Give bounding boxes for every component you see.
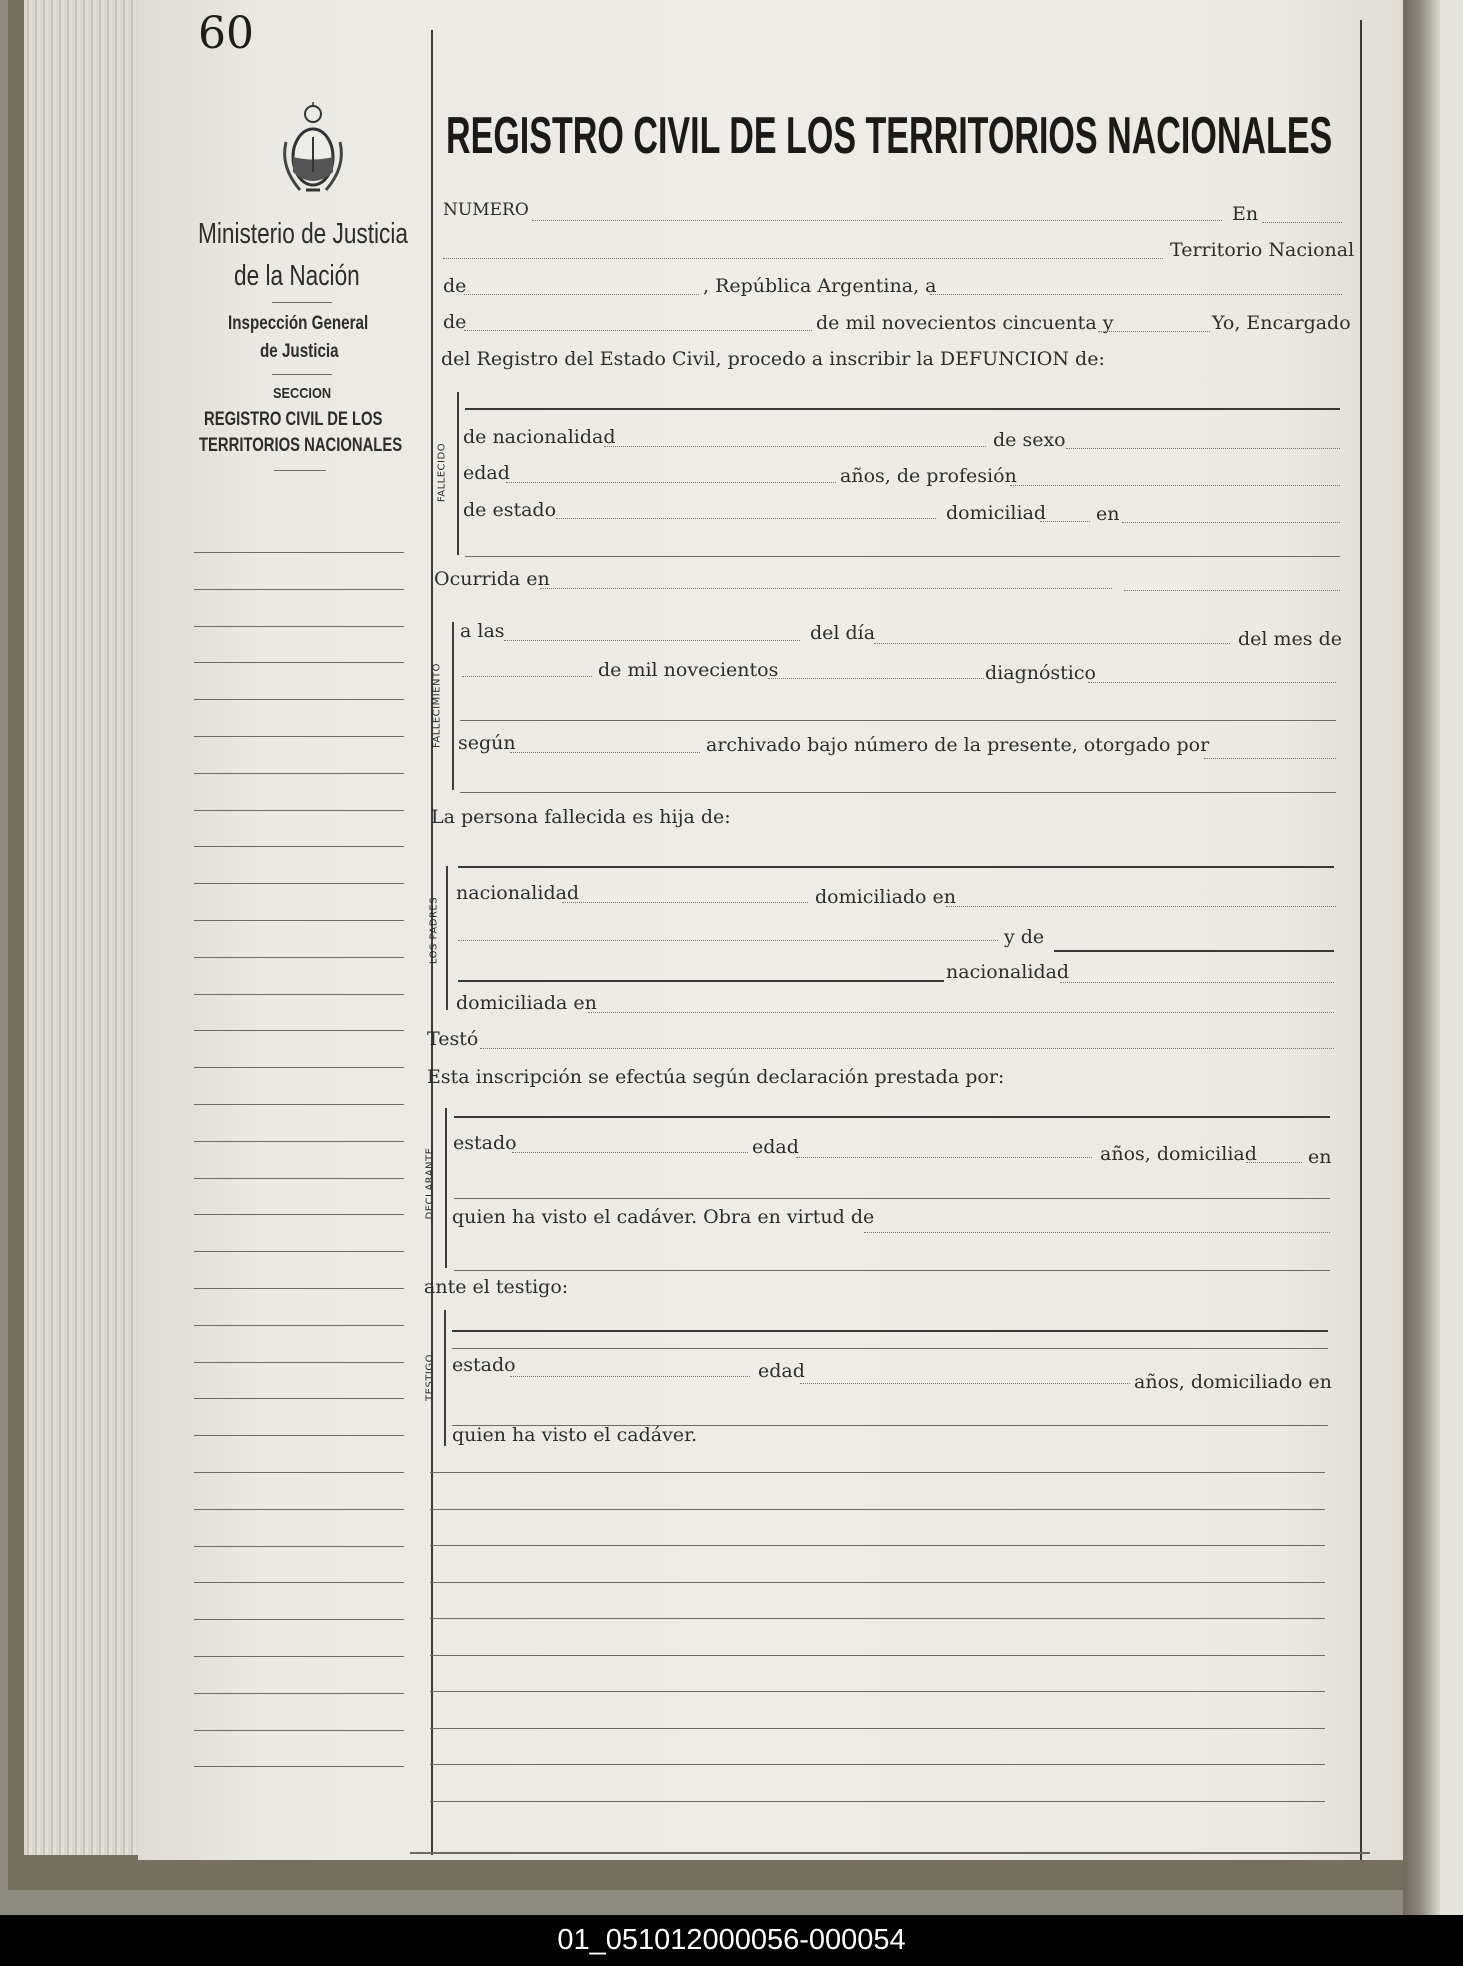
form-title: REGISTRO CIVIL DE LOS TERRITORIOS NACIONALES — [446, 107, 1333, 165]
notes-ruled-line[interactable] — [430, 1728, 1325, 1729]
mil-novecientos-label: de mil novecientos — [598, 659, 779, 681]
sidebar-ruled-line — [194, 810, 404, 811]
estado-field[interactable] — [556, 518, 936, 519]
diagnostico-line-2[interactable] — [460, 720, 1336, 721]
testigo-anos-label: años, domiciliado en — [1134, 1371, 1332, 1393]
declarante-name-field[interactable] — [454, 1116, 1330, 1118]
anos-profesion-label: años, de profesión — [840, 465, 1017, 487]
archivado-label: archivado bajo número de la presente, otorgado por — [706, 734, 1210, 756]
year-fallecimiento-field[interactable] — [768, 678, 984, 679]
padre-domicilio-field[interactable] — [946, 906, 1336, 907]
padres-bracket — [446, 866, 448, 1010]
sidebar-ruled-line — [194, 736, 404, 737]
y-de-label: y de — [1004, 926, 1045, 948]
section-line2: TERRITORIOS NACIONALES — [199, 435, 403, 456]
padre-domiciliado-label: domiciliado en — [815, 886, 957, 908]
sidebar-ruled-line — [194, 1582, 404, 1583]
sidebar-ruled-line — [194, 1546, 404, 1547]
de-label: de — [443, 275, 467, 297]
declarante-anos-label: años, domiciliad — [1100, 1143, 1257, 1165]
sidebar-divider — [272, 302, 332, 303]
diagnostico-field[interactable] — [1088, 682, 1336, 683]
right-margin-rule — [1360, 20, 1362, 1860]
sidebar-ruled-line — [194, 1178, 404, 1179]
section-label: SECCION — [273, 385, 332, 402]
section-line1: REGISTRO CIVIL DE LOS — [204, 409, 383, 430]
sidebar-ruled-line — [194, 1509, 404, 1510]
obra-virtud-field[interactable] — [864, 1232, 1330, 1233]
testigo-name-field[interactable] — [452, 1330, 1328, 1332]
sidebar-ruled-line — [194, 1619, 404, 1620]
fallecido-bracket — [457, 392, 459, 555]
sidebar-ruled-line — [194, 1251, 404, 1252]
notes-ruled-line[interactable] — [430, 1545, 1325, 1546]
sidebar-ruled-line — [194, 1325, 404, 1326]
padre-nacionalidad-label: nacionalidad — [456, 882, 580, 904]
sidebar-ruled-line — [194, 1214, 404, 1215]
sidebar-ruled-line — [194, 1030, 404, 1031]
en-field[interactable] — [1262, 222, 1342, 223]
fallecido-name-field[interactable] — [465, 408, 1340, 410]
notes-ruled-line[interactable] — [430, 1764, 1325, 1765]
sidebar-ruled-line — [194, 1362, 404, 1363]
testo-label: Testó — [427, 1028, 479, 1050]
declarante-estado-label: estado — [453, 1132, 517, 1154]
mes-field[interactable] — [464, 330, 812, 331]
sidebar-ruled-line — [194, 1693, 404, 1694]
sidebar-ruled-line — [194, 662, 404, 663]
sidebar-ruled-line — [194, 994, 404, 995]
testigo-estado-field[interactable] — [510, 1376, 750, 1377]
sidebar-ruled-line — [194, 1067, 404, 1068]
fecha-field[interactable] — [930, 294, 1342, 295]
testigo-name-underline — [452, 1348, 1328, 1349]
sidebar-ruled-line — [194, 626, 404, 627]
declarante-label: DECLARANTE — [424, 1147, 436, 1220]
padre-name-field[interactable] — [458, 866, 1334, 868]
declarante-en-label: en — [1308, 1146, 1332, 1168]
address-field[interactable] — [443, 258, 1163, 259]
yo-encargado-label: Yo, Encargado — [1212, 312, 1351, 334]
mil-cincuenta-label: de mil novecientos cincuenta y — [816, 312, 1114, 334]
sexo-label: de sexo — [993, 429, 1066, 451]
fallecimiento-extra-line[interactable] — [460, 792, 1336, 793]
notes-ruled-line[interactable] — [430, 1582, 1325, 1583]
sidebar-ruled-line — [194, 1766, 404, 1767]
de2-label: de — [443, 311, 467, 333]
nacionalidad-label: de nacionalidad — [463, 426, 616, 448]
del-dia-label: del día — [810, 622, 876, 644]
diagnostico-label: diagnóstico — [985, 662, 1096, 684]
image-caption: 01_051012000056-000054 — [0, 1915, 1463, 1966]
profesion-field[interactable] — [1010, 485, 1340, 486]
declarante-edad-field[interactable] — [796, 1157, 1092, 1158]
year-field[interactable] — [1098, 331, 1210, 332]
a-las-label: a las — [460, 620, 505, 642]
sidebar-divider — [274, 470, 326, 471]
madre-nacionalidad-field[interactable] — [1060, 982, 1334, 983]
sidebar-ruled-line — [194, 1435, 404, 1436]
republica-label: , República Argentina, a — [703, 275, 937, 297]
hija-de-text: La persona fallecida es hija de: — [431, 806, 731, 828]
del-dia-field[interactable] — [874, 643, 1230, 644]
fallecido-extra-line[interactable] — [465, 556, 1340, 557]
notes-ruled-line[interactable] — [430, 1655, 1325, 1656]
notes-ruled-line[interactable] — [430, 1509, 1325, 1510]
madre-nacionalidad-label: nacionalidad — [946, 961, 1070, 983]
testigo-label: TESTIGO — [424, 1354, 436, 1401]
ministry-line1: Ministerio de Justicia — [198, 218, 408, 250]
notes-ruled-line[interactable] — [430, 1472, 1325, 1473]
sidebar-ruled-line — [194, 1730, 404, 1731]
ocurrida-field-2[interactable] — [1124, 590, 1340, 591]
testigo-edad-label: edad — [758, 1360, 805, 1382]
fallecido-label: FALLECIDO — [436, 442, 448, 503]
segun-label: según — [458, 732, 516, 754]
domiciliad-suffix-field[interactable] — [1040, 521, 1090, 522]
declaracion-text: Esta inscripción se efectúa según declaración prestada por: — [427, 1066, 1005, 1088]
domicilio-field[interactable] — [1122, 522, 1340, 523]
territorio-label: Territorio Nacional — [1170, 239, 1355, 261]
ante-testigo-text: ante el testigo: — [424, 1276, 569, 1298]
numero-field[interactable] — [532, 220, 1222, 221]
sidebar-ruled-line — [194, 1656, 404, 1657]
sidebar-ruled-line — [194, 589, 404, 590]
sidebar-ruled-line — [194, 1288, 404, 1289]
declarante-visto-text: quien ha visto el cadáver. Obra en virtud de — [452, 1206, 875, 1228]
domiciliad-label: domiciliad — [946, 502, 1047, 524]
sidebar-ruled-line — [194, 699, 404, 700]
edad-field[interactable] — [506, 482, 836, 483]
ocurrida-field[interactable] — [540, 588, 1112, 589]
testigo-estado-label: estado — [452, 1354, 516, 1376]
nacionalidad-field[interactable] — [604, 446, 986, 447]
en-label: En — [1232, 203, 1259, 225]
declarante-edad-label: edad — [752, 1136, 799, 1158]
sidebar-ruled-line — [194, 846, 404, 847]
notes-ruled-line[interactable] — [430, 1618, 1325, 1619]
sidebar-ruled-line — [194, 1398, 404, 1399]
testigo-bracket — [444, 1310, 446, 1446]
fallecimiento-label: FALLECIMIENTO — [431, 663, 443, 748]
padre-nacionalidad-field[interactable] — [562, 902, 808, 903]
declarante-bracket — [445, 1108, 447, 1268]
sidebar-ruled-line — [194, 552, 404, 553]
del-mes-label: del mes de — [1238, 628, 1342, 650]
segun-field[interactable] — [510, 752, 700, 753]
page-number: 60 — [198, 8, 254, 59]
ministry-line2: de la Nación — [234, 260, 360, 292]
sidebar-ruled-line — [194, 1104, 404, 1105]
page-bottom-rule — [410, 1852, 1370, 1854]
madre-domiciliada-label: domiciliada en — [456, 992, 597, 1014]
notes-ruled-line[interactable] — [430, 1801, 1325, 1802]
sexo-field[interactable] — [1066, 448, 1340, 449]
declarante-domicilio-field[interactable] — [454, 1198, 1330, 1199]
otorgado-field[interactable] — [1204, 758, 1336, 759]
testigo-visto-text: quien ha visto el cadáver. — [452, 1424, 698, 1446]
coat-of-arms-icon — [278, 102, 348, 202]
en2-label: en — [1096, 503, 1120, 525]
sidebar-ruled-line — [194, 1141, 404, 1142]
testo-field[interactable] — [480, 1048, 1334, 1049]
estado-label: de estado — [463, 499, 557, 521]
sidebar-ruled-line — [194, 957, 404, 958]
ocurrida-label: Ocurrida en — [434, 568, 550, 590]
padres-label: LOS PADRES — [428, 896, 440, 965]
de-field[interactable] — [464, 294, 699, 295]
sidebar-divider — [272, 374, 332, 375]
inspection-line1: Inspección General — [228, 313, 369, 334]
sidebar-ruled-line — [194, 773, 404, 774]
fallecimiento-bracket — [452, 622, 454, 790]
a-las-field[interactable] — [504, 640, 800, 641]
madre-name-field-2[interactable] — [458, 980, 944, 982]
declarante-extra-line[interactable] — [454, 1270, 1330, 1271]
padre-extra-field[interactable] — [458, 940, 998, 941]
declarante-estado-field[interactable] — [512, 1152, 748, 1153]
page-edges — [24, 0, 144, 1855]
mes-fallecimiento-field[interactable] — [462, 676, 592, 677]
sidebar-ruled-line — [194, 883, 404, 884]
madre-domicilio-field[interactable] — [588, 1012, 1334, 1013]
edad-label: edad — [463, 462, 510, 484]
sidebar-ruled-line — [194, 1472, 404, 1473]
declarante-suffix-field[interactable] — [1246, 1162, 1302, 1163]
testigo-edad-field[interactable] — [800, 1383, 1130, 1384]
inspection-line2: de Justicia — [260, 341, 339, 362]
del-registro-text: del Registro del Estado Civil, procedo a inscribir la DEFUNCION de: — [441, 348, 1105, 370]
numero-label: NUMERO — [443, 200, 529, 220]
madre-name-field[interactable] — [1054, 950, 1334, 952]
notes-ruled-line[interactable] — [430, 1691, 1325, 1692]
sidebar-ruled-line — [194, 920, 404, 921]
facing-page-edge — [1440, 0, 1463, 1915]
